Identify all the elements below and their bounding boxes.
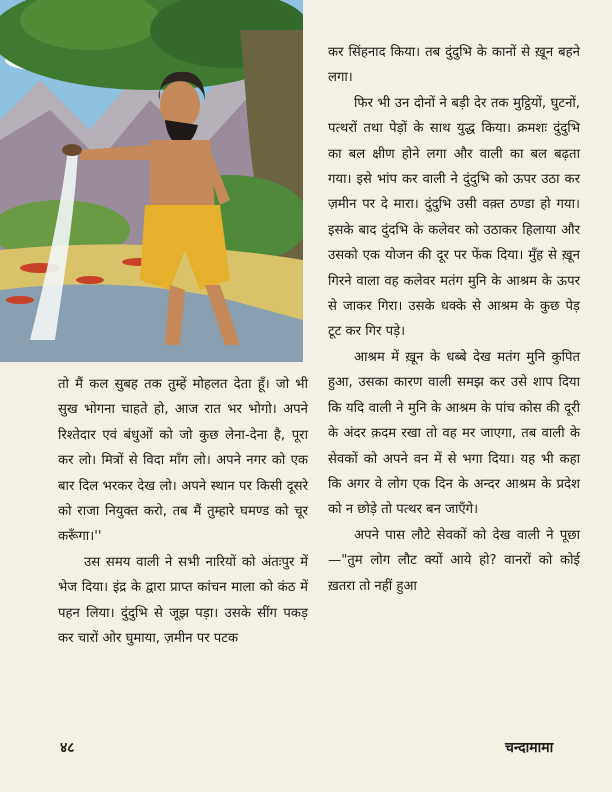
paragraph: अपने पास लौटे सेवकों को देख वाली ने पूछा—"तुम लोग लौट क्यों आये हो? वानरों को कोई ख़तरा तो नहीं हुआ xyxy=(328,527,580,594)
paragraph: आश्रम में ख़ून के धब्बे देख मतंग मुनि कुपित हुआ, उसका कारण वाली समझ कर उसे शाप दिया कि यदि वाली ने मुनि के आश्रम के पांच कोस की दूरी के अंदर क़दम रखा तो वह मर जाएगा, तब वाली के सेवकों को अपने वन में से भगा दिया। यह भी कहा कि अगर वे लोग एक दिन के अन्दर आश्रम के प्रदेश को न छोड़े तो पत्थर बन जाएँगे। xyxy=(328,349,580,518)
paragraph: फिर भी उन दोनों ने बड़ी देर तक मुट्ठियों, घुटनों, पत्थरों तथा पेड़ों के साथ युद्ध किया। क्रमशः दुंदुभि का बल क्षीण होने लगा और वाली का बल बढ़ता गया। इसे भांप कर वाली ने दुंदुभि को ऊपर उठा कर ज़मीन पर दे मारा। दुंदुभि उसी वक़्त ठण्डा हो गया। इसके बाद दुंदभि के कलेवर को उठाकर हिलाया और उसको एक योजन की दूर पर फेंक दिया। मुँह से ख़ून गिरने वाला वह कलेवर मतंग मुनि के आश्रम के ऊपर से जाकर गिरा। उसके धक्के से आश्रम के कुछ पेड़ टूट कर गिर पड़े। xyxy=(328,95,580,340)
magazine-name: चन्दामामा xyxy=(505,740,554,756)
page-number: ४८ xyxy=(60,740,75,756)
paragraph: कर सिंहनाद किया। तब दुंदुभि के कानों से ख़ून बहने लगा। xyxy=(328,45,580,86)
sage-pouring-water-icon xyxy=(0,0,303,362)
paragraph: उस समय वाली ने सभी नारियों को अंतःपुर में भेज दिया। इंद्र के द्वारा प्राप्त कांचन माला को कंठ में पहन लिया। दुंदुभि से जूझ पड़ा। उसके सींग पकड़ कर चारों ओर घुमाया, ज़मीन पर पटक xyxy=(58,554,308,647)
left-column xyxy=(58,372,308,651)
illustration-sage-pouring-water xyxy=(0,0,303,362)
right-column xyxy=(328,40,580,599)
paragraph: तो मैं कल सुबह तक तुम्हें मोहलत देता हूँ। जो भी सुख भोगना चाहते हो, आज रात भर भोगो। अपने रिश्तेदार एवं बंधुओं को जो कुछ लेना-देना है, पूरा कर लो। मित्रों से विदा माँग लो। अपने नगर को एक बार दिल भरकर देख लो। अपने स्थान पर किसी दूसरे को राजा नियुक्त करो, तब मैं तुम्हारे घमण्ड को चूर करूँगा।'' xyxy=(58,377,308,545)
